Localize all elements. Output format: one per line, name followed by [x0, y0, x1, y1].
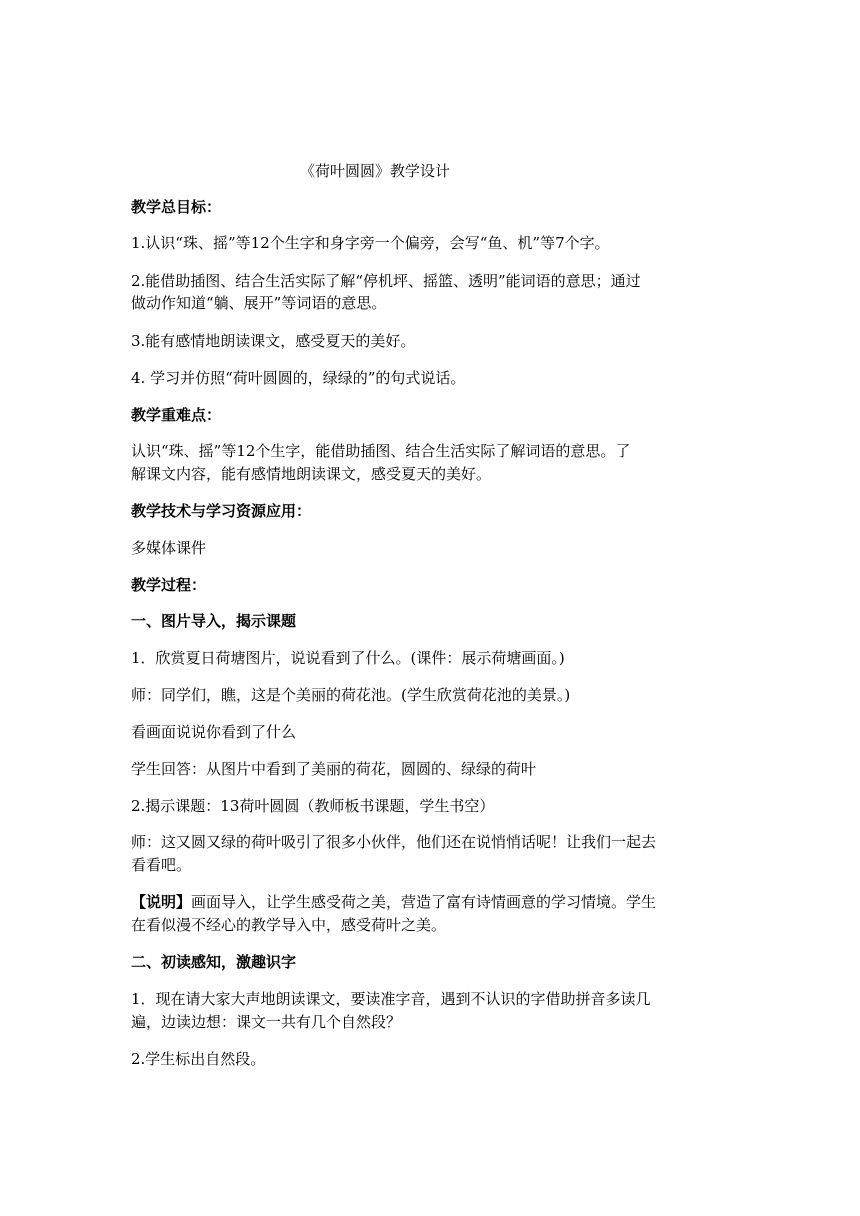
process-line: 2.揭示课题：13荷叶圆圆（教师板书课题，学生书空） — [131, 797, 495, 815]
process-line: 看画面说说你看到了什么 — [131, 723, 297, 741]
process-line: 1．现在请大家大声地朗读课文，要读准字音，遇到不认识的字借助拼音多读几 — [131, 990, 651, 1008]
document-title: 《荷叶圆圆》教学设计 — [300, 162, 451, 180]
process-line: 2.学生标出自然段。 — [131, 1050, 266, 1068]
process-line: 师：同学们，瞧，这是个美丽的荷花池。(学生欣赏荷花池的美景。) — [131, 686, 571, 704]
goal-item: 4. 学习并仿照“荷叶圆圆的，绿绿的”的句式说话。 — [131, 369, 466, 387]
resources-heading: 教学技术与学习资源应用： — [131, 502, 312, 520]
goal-item: 做动作知道“躺、展开”等词语的意思。 — [131, 294, 387, 312]
key-points-heading: 教学重难点： — [131, 406, 222, 424]
key-points-text: 解课文内容，能有感情地朗读课文，感受夏天的美好。 — [131, 465, 492, 483]
section1-heading: 一、图片导入，揭示课题 — [131, 612, 297, 630]
goal-item: 2.能借助插图、结合生活实际了解“停机坪、摇篮、透明”能词语的意思；通过 — [131, 272, 641, 290]
goals-heading: 教学总目标： — [131, 198, 222, 216]
section2-heading: 二、初读感知，激趣识字 — [131, 953, 297, 971]
explanation-note — [131, 891, 656, 913]
process-line: 遍，边读边想：课文一共有几个自然段？ — [131, 1013, 402, 1031]
key-points-text: 认识“珠、摇”等12个生字，能借助插图、结合生活实际了解词语的意思。了 — [131, 442, 631, 460]
process-line: 师：这又圆又绿的荷叶吸引了很多小伙伴，他们还在说悄悄话呢！让我们一起去 — [131, 833, 657, 851]
goal-item: 1.认识“珠、摇”等12个生字和身字旁一个偏旁，会写“鱼、机”等7个字。 — [131, 234, 610, 252]
process-line: 1．欣赏夏日荷塘图片，说说看到了什么。(课件：展示荷塘画面。) — [131, 649, 565, 667]
process-line: 学生回答：从图片中看到了美丽的荷花，圆圆的、绿绿的荷叶 — [131, 760, 537, 778]
process-heading: 教学过程： — [131, 576, 207, 594]
explanation-text: 画面导入，让学生感受荷之美，营造了富有诗情画意的学习情境。学生 — [191, 893, 657, 911]
explanation-label: 【说明】 — [131, 893, 192, 911]
explanation-text: 在看似漫不经心的教学导入中，感受荷叶之美。 — [131, 916, 447, 934]
resources-text: 多媒体课件 — [131, 539, 207, 557]
goal-item: 3.能有感情地朗读课文，感受夏天的美好。 — [131, 332, 416, 350]
process-line: 看看吧。 — [131, 856, 192, 874]
